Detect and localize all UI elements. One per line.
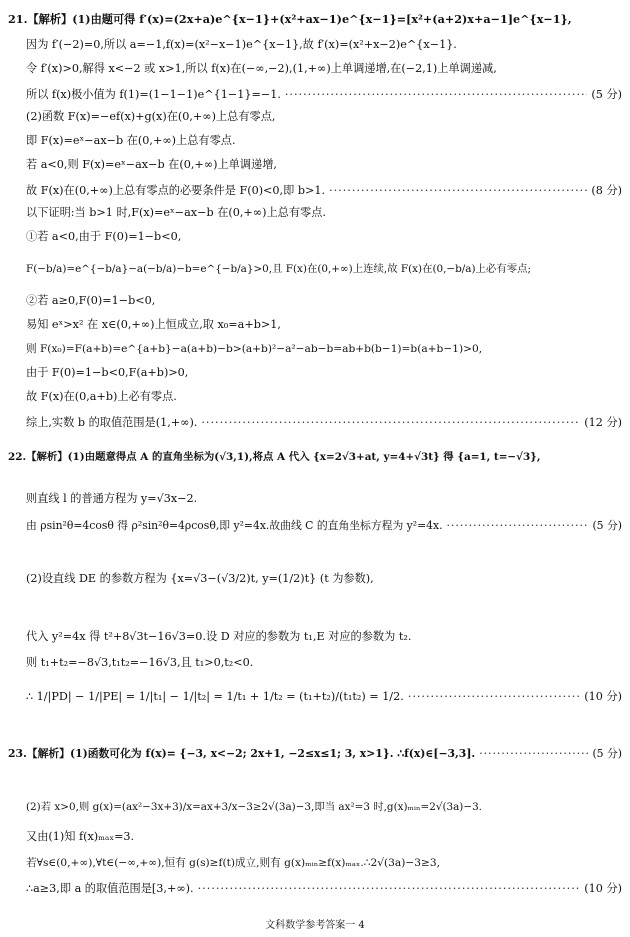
q21-line-15: 由于 F(0)=1−b<0,F(a+b)>0,: [26, 366, 189, 379]
q21-line-11: F(−b/a)=e^{−b/a}−a(−b/a)−b=e^{−b/a}>0,且 F(x)在(0,+∞)上连续,故 F(x)在(0,−b/a)上必有零点;: [26, 263, 531, 275]
q23-line-3: 又由(1)知 f(x)ₘₐₓ=3.: [26, 830, 135, 843]
q21-line-17: [8, 414, 622, 430]
q21-line-12: ②若 a≥0,F(0)=1−b<0,: [26, 294, 156, 307]
q23-line-4: 若∀s∈(0,+∞),∀t∈(−∞,+∞),恒有 g(s)≥f(t)成立,则有 g(x)ₘᵢₙ≥f(x)ₘₐₓ.∴2√(3a)−3≥3,: [26, 857, 440, 869]
q21-line-14: 则 F(x₀)=F(a+b)=e^{a+b}−a(a+b)−b>(a+b)²−a²−ab−b=ab+b(b−1)=b(a+b−1)>0,: [26, 343, 483, 355]
q22-line-5: 代入 y²=4x 得 t²+8√3t−16√3=0.设 D 对应的参数为 t₁,E 对应的参数为 t₂.: [26, 630, 412, 643]
q21-line-5: (2)函数 F(x)=−ef(x)+g(x)在(0,+∞)上总有零点,: [26, 110, 276, 123]
q21-score-5: (5 分): [591, 88, 622, 101]
q22-line-7: [8, 688, 622, 704]
q21-line-4-text: 所以 f(x)极小值为 f(1)=(1−1−1)e^{1−1}=−1.: [26, 88, 281, 101]
q21-line-7: 若 a<0,则 F(x)=eˣ−ax−b 在(0,+∞)上单调递增,: [26, 158, 277, 171]
q23-score-10: (10 分): [584, 882, 622, 895]
leader-dots: [198, 882, 581, 895]
q22-line-4: (2)设直线 DE 的参数方程为 {x=√3−(√3/2)t, y=(1/2)t} (t 为参数),: [26, 572, 374, 585]
leader-dots: [479, 747, 588, 760]
leader-dots: [201, 416, 580, 429]
q21-line-17-text: 综上,实数 b 的取值范围是(1,+∞).: [26, 416, 198, 429]
q22-line-1: 22.【解析】(1)由题意得点 A 的直角坐标为(√3,1),将点 A 代入 {x=2√3+at, y=4+√3t} 得 {a=1, t=−√3},: [8, 451, 541, 463]
q21-line-8: [8, 182, 622, 198]
q22-line-2: 则直线 l 的普通方程为 y=√3x−2.: [26, 492, 198, 505]
q22-line-6: 则 t₁+t₂=−8√3,t₁t₂=−16√3,且 t₁>0,t₂<0.: [26, 656, 254, 669]
q21-line-8-text: 故 F(x)在(0,+∞)上总有零点的必要条件是 F(0)<0,即 b>1.: [26, 184, 326, 197]
q22-line-7-text: ∴ 1/|PD| − 1/|PE| = 1/|t₁| − 1/|t₂| = 1/t₁ + 1/t₂ = (t₁+t₂)/(t₁t₂) = 1/2.: [26, 690, 404, 703]
q22-score-10: (10 分): [584, 690, 622, 703]
q21-line-1: 21.【解析】(1)由题可得 f′(x)=(2x+a)e^{x−1}+(x²+ax−1)e^{x−1}=[x²+(a+2)x+a−1]e^{x−1},: [8, 12, 572, 26]
q23-score-5: (5 分): [592, 747, 622, 760]
q21-score-8: (8 分): [591, 184, 622, 197]
q23-line-1-text: 23.【解析】(1)函数可化为 f(x)= {−3, x<−2; 2x+1, −2≤x≤1; 3, x>1}. ∴f(x)∈[−3,3].: [8, 747, 476, 760]
q21-line-3: 令 f′(x)>0,解得 x<−2 或 x>1,所以 f(x)在(−∞,−2),(1,+∞)上单调递增,在(−2,1)上单调递减,: [26, 62, 497, 75]
leader-dots: [408, 690, 581, 703]
q23-line-2: (2)若 x>0,则 g(x)=(ax²−3x+3)/x=ax+3/x−3≥2√(3a)−3,即当 ax²=3 时,g(x)ₘᵢₙ=2√(3a)−3.: [26, 801, 482, 813]
q21-line-2: 因为 f′(−2)=0,所以 a=−1,f(x)=(x²−x−1)e^{x−1},故 f′(x)=(x²+x−2)e^{x−1}.: [26, 38, 457, 51]
q23-line-1: [8, 746, 622, 761]
q22-line-3: [8, 518, 622, 533]
leader-dots: [329, 184, 587, 197]
q22-line-3-text: 由 ρsin²θ=4cosθ 得 ρ²sin²θ=4ρcosθ,即 y²=4x.故曲线 C 的直角坐标方程为 y²=4x.: [26, 519, 443, 532]
q21-line-16: 故 F(x)在(0,a+b)上必有零点.: [26, 390, 177, 403]
q21-line-13: 易知 eˣ>x² 在 x∈(0,+∞)上恒成立,取 x₀=a+b>1,: [26, 318, 281, 331]
q23-line-5-text: ∴a≥3,即 a 的取值范围是[3,+∞).: [26, 882, 194, 895]
q22-score-5: (5 分): [592, 519, 622, 532]
q21-line-6: 即 F(x)=eˣ−ax−b 在(0,+∞)上总有零点.: [26, 134, 236, 147]
q21-score-12: (12 分): [584, 416, 622, 429]
q23-line-5: [8, 880, 622, 896]
page-footer: 文科数学参考答案一 4: [265, 920, 365, 931]
leader-dots: [447, 519, 589, 532]
q21-line-10: ①若 a<0,由于 F(0)=1−b<0,: [26, 230, 182, 243]
q21-line-4: [8, 86, 622, 102]
leader-dots: [285, 88, 588, 101]
q21-line-9: 以下证明:当 b>1 时,F(x)=eˣ−ax−b 在(0,+∞)上总有零点.: [26, 206, 326, 219]
